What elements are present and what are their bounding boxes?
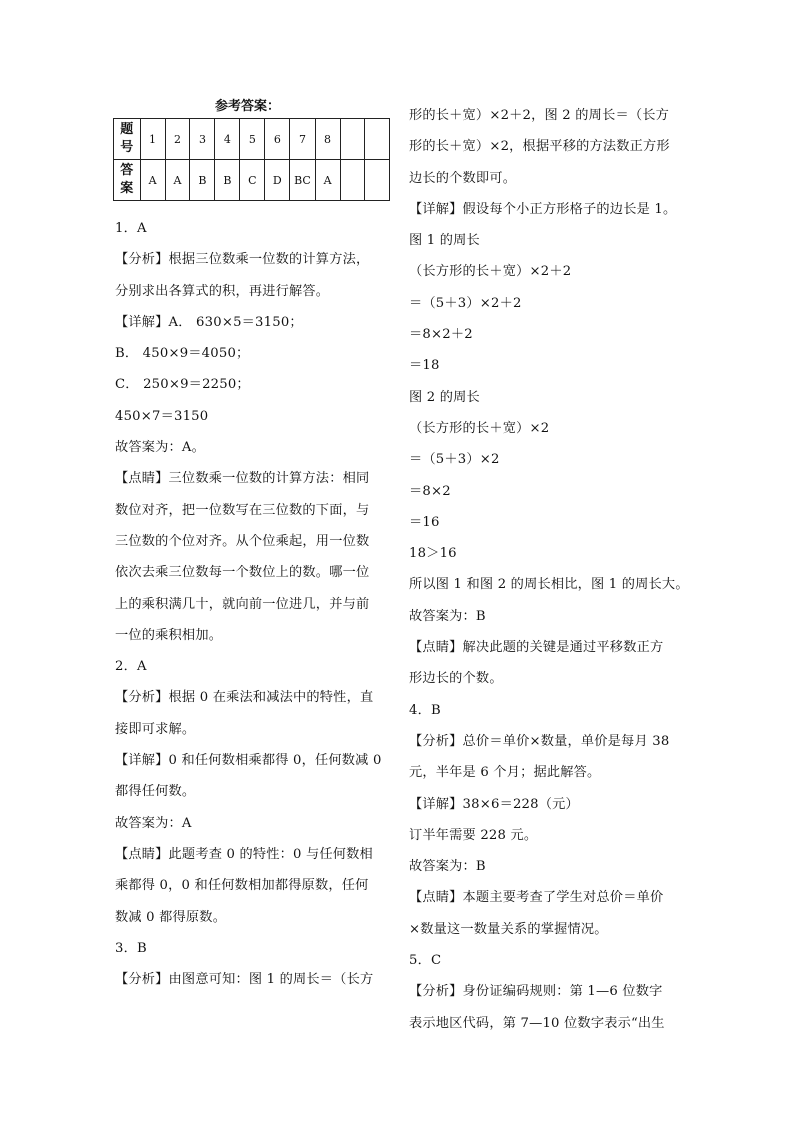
text-line: ＝8×2 xyxy=(409,483,451,499)
text-line: 故答案为：B xyxy=(409,608,486,624)
text-line: 元，半年是 6 个月；据此解答。 xyxy=(409,765,601,781)
text-line: 【点睛】解决此题的关键是通过平移数正方 xyxy=(409,640,664,656)
text-line: 图 1 的周长 xyxy=(409,233,480,249)
text-line: 【分析】根据三位数乘一位数的计算方法， xyxy=(115,252,370,268)
text-line: （长方形的长＋宽）×2 xyxy=(409,420,550,436)
text-line: 1．A xyxy=(115,221,147,236)
answer-cell: A xyxy=(140,160,165,201)
text-line: B． 450×9＝4050； xyxy=(115,346,250,362)
text-line: 边长的个数即可。 xyxy=(409,170,517,186)
text-line: ＝16 xyxy=(409,514,440,530)
text-line: 数位对齐，把一位数写在三位数的下面，与 xyxy=(115,502,370,518)
answer-table-answer-row xyxy=(114,160,390,201)
text-line: 都得任何数。 xyxy=(115,784,196,800)
answer-cell: A xyxy=(165,160,190,201)
text-line: C． 250×9＝2250； xyxy=(115,377,250,393)
text-line: 【详解】38×6＝228（元） xyxy=(409,796,579,812)
answer-cell: B xyxy=(215,160,240,201)
text-line: 【点睛】本题主要考查了学生对总价＝单价 xyxy=(409,890,664,906)
text-line: 形边长的个数。 xyxy=(409,671,503,687)
row-header-answer: 答案 xyxy=(114,160,141,201)
text-line: 4．B xyxy=(409,702,441,718)
text-line: 18＞16 xyxy=(409,546,457,562)
question-number-cell: 1 xyxy=(140,119,165,160)
text-line: 图 2 的周长 xyxy=(409,389,480,405)
text-line: ＝18 xyxy=(409,358,440,374)
answer-cell xyxy=(365,160,390,201)
left-column xyxy=(115,90,390,995)
text-line: 订半年需要 228 元。 xyxy=(409,827,538,843)
text-line: 2．A xyxy=(115,659,147,675)
text-line: 故答案为：A xyxy=(115,815,192,831)
answer-cell: B xyxy=(190,160,215,201)
row-header-number: 题号 xyxy=(114,119,141,160)
question-number-cell xyxy=(340,119,365,160)
text-line: 450×7＝3150 xyxy=(115,408,209,424)
text-line: 一位的乘积相加。 xyxy=(115,627,223,643)
text-line: 【详解】假设每个小正方形格子的边长是 1。 xyxy=(409,201,677,217)
text-line: 【分析】总价＝单价×数量，单价是每月 38 xyxy=(409,733,670,749)
text-line: 表示地区代码，第 7—10 位数字表示“出生 xyxy=(409,1015,665,1031)
text-line: 【点睛】此题考查 0 的特性：0 与任何数相 xyxy=(115,846,373,862)
answer-cell: BC xyxy=(290,160,315,201)
text-line: 【详解】A． 630×5＝3150； xyxy=(115,314,303,330)
text-line: 三位数的个位对齐。从个位乘起，用一位数 xyxy=(115,533,370,549)
text-line: （长方形的长＋宽）×2＋2 xyxy=(409,264,572,280)
text-line: 【点睛】三位数乘一位数的计算方法：相同 xyxy=(115,471,370,487)
text-line: 形的长＋宽）×2＋2，图 2 的周长＝（长方 xyxy=(409,108,670,123)
text-line: 接即可求解。 xyxy=(115,721,196,737)
left-text-block xyxy=(115,213,390,995)
right-column xyxy=(409,100,689,1039)
answer-cell: D xyxy=(265,160,290,201)
question-number-cell: 8 xyxy=(315,119,340,160)
text-line: ＝8×2＋2 xyxy=(409,327,473,343)
text-line: 【分析】根据 0 在乘法和减法中的特性，直 xyxy=(115,690,374,706)
text-line: 故答案为：B xyxy=(409,859,486,875)
text-line: ×数量这一数量关系的掌握情况。 xyxy=(409,921,608,937)
text-line: 【分析】身份证编码规则：第 1—6 位数字 xyxy=(409,984,663,1000)
answer-cell: C xyxy=(240,160,265,201)
text-line: 上的乘积满几十，就向前一位进几，并与前 xyxy=(115,596,370,612)
question-number-cell: 2 xyxy=(165,119,190,160)
text-line: 【分析】由图意可知：图 1 的周长＝（长方 xyxy=(115,972,374,988)
question-number-cell: 3 xyxy=(190,119,215,160)
question-number-cell: 5 xyxy=(240,119,265,160)
question-number-cell: 7 xyxy=(290,119,315,160)
question-number-cell: 4 xyxy=(215,119,240,160)
text-line: ＝（5＋3）×2＋2 xyxy=(409,295,522,311)
text-line: 依次去乘三位数每一个数位上的数。哪一位 xyxy=(115,565,370,581)
right-text-block xyxy=(409,100,689,1039)
text-line: 故答案为：A。 xyxy=(115,440,206,456)
text-line: 5．C xyxy=(409,953,442,969)
text-line: 形的长＋宽）×2，根据平移的方法数正方形 xyxy=(409,139,670,155)
text-line: 乘都得 0，0 和任何数相加都得原数，任何 xyxy=(115,878,369,894)
text-line: 3．B xyxy=(115,940,147,956)
text-line: 数减 0 都得原数。 xyxy=(115,909,227,925)
answer-table-title: 参考答案： xyxy=(214,99,280,114)
answer-table-number-row xyxy=(114,119,390,160)
answer-cell: A xyxy=(315,160,340,201)
answer-table xyxy=(113,118,390,201)
text-line: 【详解】0 和任何数相乘都得 0，任何数减 0 xyxy=(115,753,382,769)
text-line: 所以图 1 和图 2 的周长相比，图 1 的周长大。 xyxy=(409,577,689,593)
question-number-cell xyxy=(365,119,390,160)
text-line: 分别求出各算式的积，再进行解答。 xyxy=(115,283,330,299)
answer-cell xyxy=(340,160,365,201)
text-line: ＝（5＋3）×2 xyxy=(409,452,500,468)
question-number-cell: 6 xyxy=(265,119,290,160)
